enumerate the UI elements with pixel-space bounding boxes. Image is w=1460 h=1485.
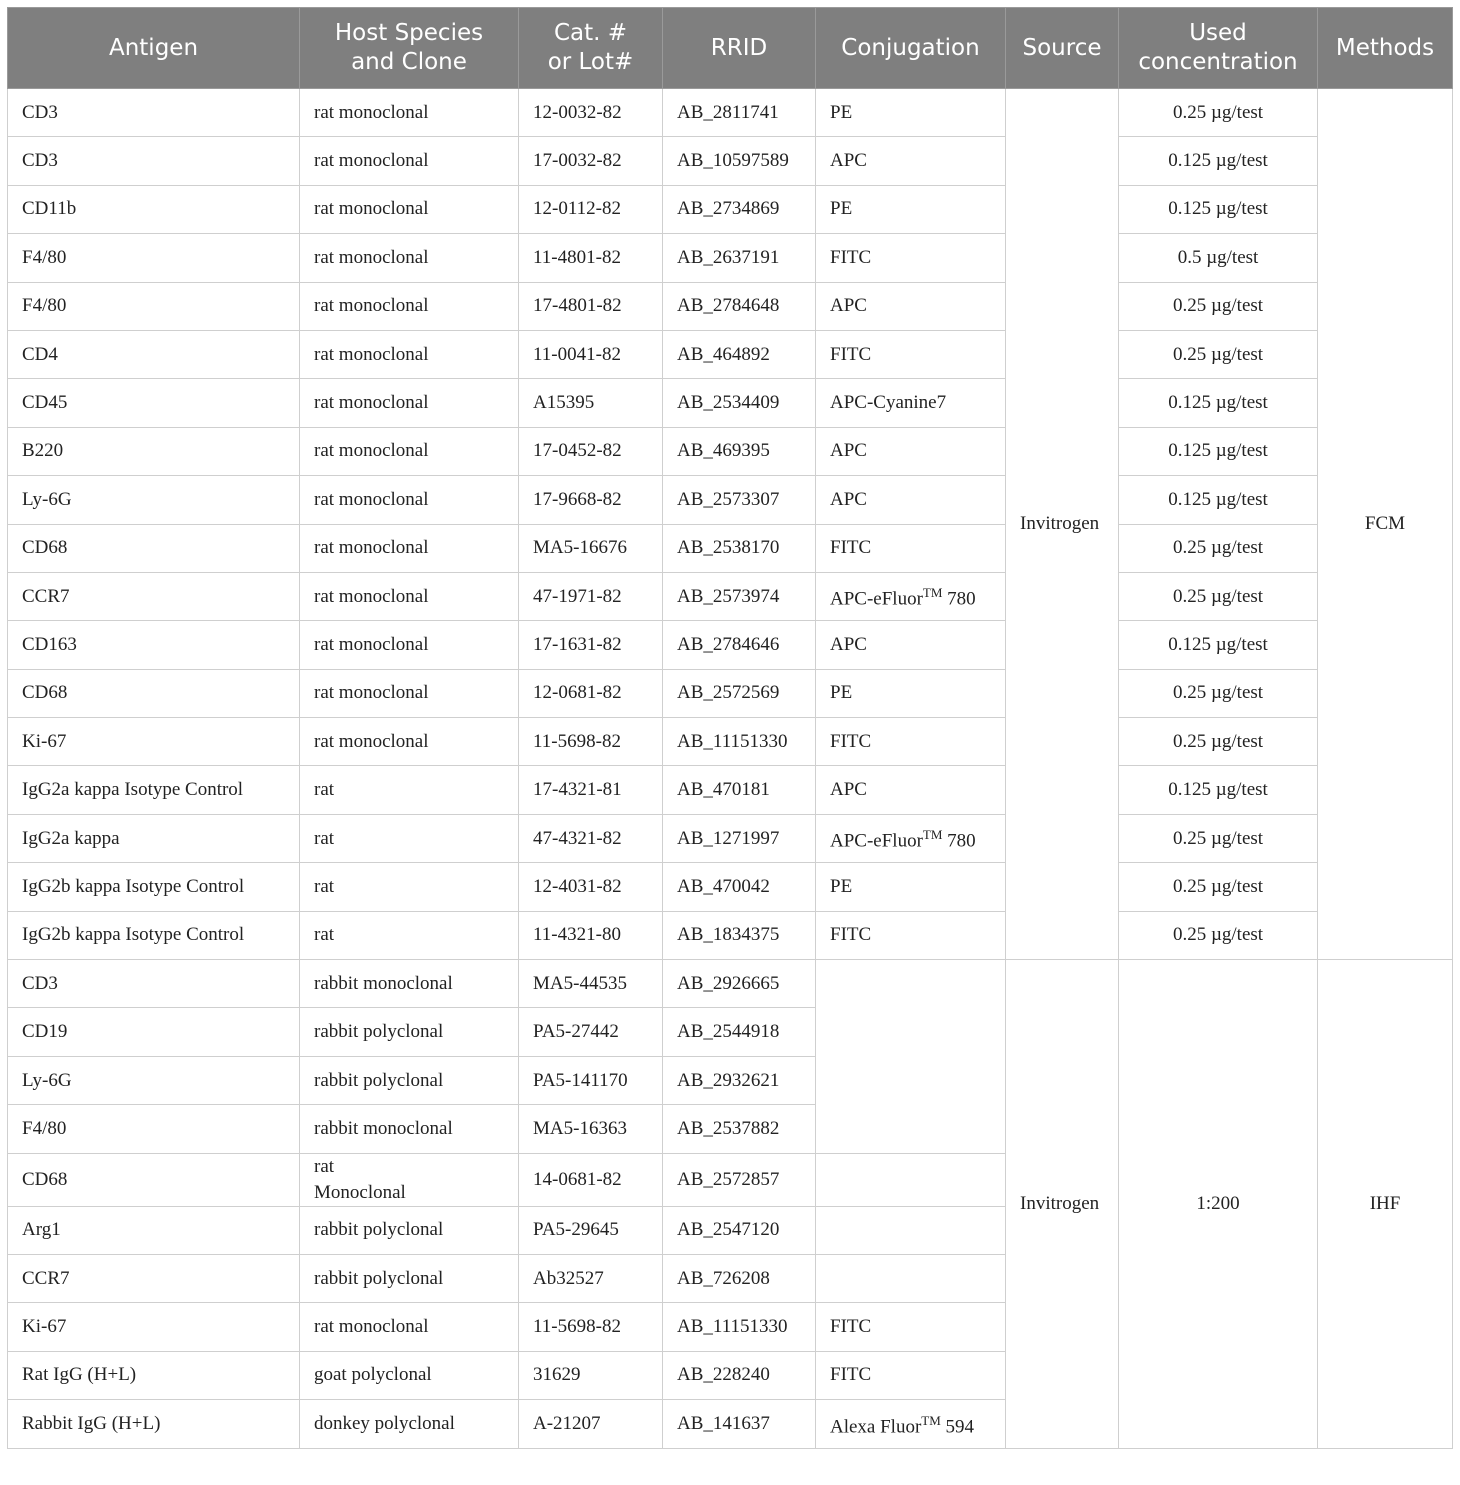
cat-cell: 47-1971-82 <box>519 572 663 620</box>
conjugation-text: FITC <box>830 246 872 268</box>
cat-cell: 12-0032-82 <box>519 89 663 137</box>
antigen-cell: Ki-67 <box>8 1303 300 1351</box>
conjugation-text: FITC <box>830 1316 872 1338</box>
concentration-cell: 0.125 µg/test <box>1119 379 1318 427</box>
concentration-cell: 1:200 <box>1119 960 1318 1449</box>
cat-cell: 17-4801-82 <box>519 282 663 330</box>
rrid-cell: AB_1834375 <box>663 911 816 959</box>
fcm-section <box>8 89 1453 960</box>
conjugation-cell <box>816 718 1006 766</box>
host-cell: rabbit monoclonal <box>300 1105 519 1153</box>
conjugation-cell <box>816 137 1006 185</box>
cat-cell: 11-5698-82 <box>519 718 663 766</box>
concentration-cell: 0.5 µg/test <box>1119 234 1318 282</box>
table-row <box>8 427 1453 475</box>
host-cell: rat monoclonal <box>300 379 519 427</box>
host-cell: rabbit polyclonal <box>300 1206 519 1254</box>
cat-cell: 31629 <box>519 1351 663 1399</box>
header-host-species: Host Species and Clone <box>300 8 519 89</box>
concentration-cell: 0.25 µg/test <box>1119 524 1318 572</box>
source-cell: Invitrogen <box>1006 960 1119 1449</box>
ihf-section <box>8 960 1453 1449</box>
conjugation-cell <box>816 379 1006 427</box>
host-cell: rat monoclonal <box>300 137 519 185</box>
conjugation-empty <box>816 960 1006 1154</box>
conjugation-cell <box>816 89 1006 137</box>
concentration-cell: 0.125 µg/test <box>1119 137 1318 185</box>
table-row <box>8 911 1453 959</box>
header-source: Source <box>1006 8 1119 89</box>
conjugation-suffix: 780 <box>942 830 976 852</box>
rrid-cell: AB_2811741 <box>663 89 816 137</box>
cat-cell: PA5-29645 <box>519 1206 663 1254</box>
concentration-cell: 0.125 µg/test <box>1119 476 1318 524</box>
cat-cell: 17-4321-81 <box>519 766 663 814</box>
host-cell: rat monoclonal <box>300 1303 519 1351</box>
rrid-cell: AB_10597589 <box>663 137 816 185</box>
concentration-cell: 0.25 µg/test <box>1119 911 1318 959</box>
conjugation-cell <box>816 669 1006 717</box>
rrid-cell: AB_2637191 <box>663 234 816 282</box>
conjugation-text: APC <box>830 295 867 317</box>
table-row <box>8 572 1453 620</box>
trademark-sup: TM <box>922 827 943 843</box>
host-cell: rat monoclonal <box>300 282 519 330</box>
method-cell: IHF <box>1318 960 1453 1449</box>
table-row <box>8 234 1453 282</box>
host-cell: rabbit polyclonal <box>300 1056 519 1104</box>
conjugation-text: APC <box>830 440 867 462</box>
rrid-cell: AB_11151330 <box>663 718 816 766</box>
table-row <box>8 863 1453 911</box>
rrid-cell: AB_469395 <box>663 427 816 475</box>
host-cell: rat Monoclonal <box>300 1153 519 1206</box>
host-cell: rat <box>300 911 519 959</box>
antigen-cell: Rat IgG (H+L) <box>8 1351 300 1399</box>
table-row <box>8 185 1453 233</box>
table-row <box>8 524 1453 572</box>
concentration-cell: 0.25 µg/test <box>1119 718 1318 766</box>
trademark-sup: TM <box>921 1412 941 1428</box>
header-concentration: Used concentration <box>1119 8 1318 89</box>
conjugation-text: Alexa Fluor <box>830 1416 922 1438</box>
antigen-cell: CCR7 <box>8 1254 300 1302</box>
concentration-cell: 0.125 µg/test <box>1119 427 1318 475</box>
conjugation-cell <box>816 1153 1006 1206</box>
rrid-cell: AB_470181 <box>663 766 816 814</box>
table-row <box>8 669 1453 717</box>
host-cell: rat monoclonal <box>300 185 519 233</box>
conjugation-text: PE <box>830 875 853 897</box>
source-cell: Invitrogen <box>1006 89 1119 960</box>
host-cell: rabbit polyclonal <box>300 1008 519 1056</box>
host-cell: rat monoclonal <box>300 524 519 572</box>
concentration-cell: 0.125 µg/test <box>1119 621 1318 669</box>
host-cell: rat monoclonal <box>300 234 519 282</box>
conjugation-suffix: 594 <box>940 1416 975 1438</box>
conjugation-cell <box>816 1254 1006 1302</box>
table-row <box>8 89 1453 137</box>
host-cell: rat monoclonal <box>300 718 519 766</box>
conjugation-cell <box>816 524 1006 572</box>
conjugation-cell <box>816 572 1006 620</box>
host-cell: rat monoclonal <box>300 89 519 137</box>
conjugation-cell <box>816 282 1006 330</box>
cat-cell: PA5-27442 <box>519 1008 663 1056</box>
cat-cell: Ab32527 <box>519 1254 663 1302</box>
host-cell: rat monoclonal <box>300 330 519 378</box>
cat-cell: MA5-16363 <box>519 1105 663 1153</box>
concentration-cell: 0.25 µg/test <box>1119 669 1318 717</box>
cat-cell: MA5-44535 <box>519 960 663 1008</box>
conjugation-text: APC-eFluor <box>830 830 923 852</box>
rrid-cell: AB_2534409 <box>663 379 816 427</box>
antigen-cell: IgG2b kappa Isotype Control <box>8 863 300 911</box>
antigen-cell: CD4 <box>8 330 300 378</box>
host-cell: rat monoclonal <box>300 572 519 620</box>
conjugation-cell <box>816 863 1006 911</box>
conjugation-cell <box>816 1351 1006 1399</box>
table-row <box>8 330 1453 378</box>
conjugation-cell <box>816 814 1006 862</box>
cat-cell: 17-9668-82 <box>519 476 663 524</box>
cat-cell: MA5-16676 <box>519 524 663 572</box>
conjugation-cell <box>816 330 1006 378</box>
antigen-cell: CD3 <box>8 89 300 137</box>
header-methods: Methods <box>1318 8 1453 89</box>
cat-cell: 17-0032-82 <box>519 137 663 185</box>
rrid-cell: AB_2926665 <box>663 960 816 1008</box>
conjugation-cell <box>816 1303 1006 1351</box>
host-cell: rat monoclonal <box>300 427 519 475</box>
conjugation-text: FITC <box>830 924 872 946</box>
antigen-cell: CD68 <box>8 524 300 572</box>
concentration-cell: 0.25 µg/test <box>1119 330 1318 378</box>
host-cell: rabbit monoclonal <box>300 960 519 1008</box>
cat-cell: 47-4321-82 <box>519 814 663 862</box>
header-conjugation: Conjugation <box>816 8 1006 89</box>
conjugation-cell <box>816 476 1006 524</box>
concentration-cell: 0.25 µg/test <box>1119 863 1318 911</box>
host-cell: rat monoclonal <box>300 621 519 669</box>
cat-cell: 11-4801-82 <box>519 234 663 282</box>
cat-cell: 11-4321-80 <box>519 911 663 959</box>
cat-cell: 17-1631-82 <box>519 621 663 669</box>
rrid-cell: AB_141637 <box>663 1400 816 1448</box>
method-cell: FCM <box>1318 89 1453 960</box>
conjugation-text: PE <box>830 682 853 704</box>
rrid-cell: AB_726208 <box>663 1254 816 1302</box>
rrid-cell: AB_464892 <box>663 330 816 378</box>
conjugation-text: FITC <box>830 537 872 559</box>
concentration-cell: 0.25 µg/test <box>1119 814 1318 862</box>
antigen-cell: CD3 <box>8 960 300 1008</box>
antigen-cell: Arg1 <box>8 1206 300 1254</box>
rrid-cell: AB_2537882 <box>663 1105 816 1153</box>
concentration-cell: 0.25 µg/test <box>1119 572 1318 620</box>
host-cell: rat <box>300 814 519 862</box>
table-row <box>8 282 1453 330</box>
antigen-cell: CD3 <box>8 137 300 185</box>
conjugation-text: APC <box>830 150 867 172</box>
cat-cell: A15395 <box>519 379 663 427</box>
concentration-cell: 0.25 µg/test <box>1119 89 1318 137</box>
conjugation-cell <box>816 766 1006 814</box>
rrid-cell: AB_1271997 <box>663 814 816 862</box>
table-row <box>8 137 1453 185</box>
conjugation-cell <box>816 911 1006 959</box>
conjugation-text: APC <box>830 488 867 510</box>
table-row <box>8 766 1453 814</box>
conjugation-cell <box>816 234 1006 282</box>
antigen-cell: CD19 <box>8 1008 300 1056</box>
antigen-cell: F4/80 <box>8 282 300 330</box>
rrid-cell: AB_2784648 <box>663 282 816 330</box>
header-antigen: Antigen <box>8 8 300 89</box>
conjugation-text: APC <box>830 779 867 801</box>
table-row <box>8 960 1453 1008</box>
host-cell: donkey polyclonal <box>300 1400 519 1448</box>
antigen-cell: F4/80 <box>8 234 300 282</box>
host-cell: rat <box>300 863 519 911</box>
rrid-cell: AB_2538170 <box>663 524 816 572</box>
antigen-cell: IgG2a kappa Isotype Control <box>8 766 300 814</box>
concentration-cell: 0.25 µg/test <box>1119 282 1318 330</box>
conjugation-text: FITC <box>830 343 872 365</box>
rrid-cell: AB_470042 <box>663 863 816 911</box>
conjugation-cell <box>816 1400 1006 1448</box>
antigen-cell: CD68 <box>8 1153 300 1206</box>
table-row <box>8 476 1453 524</box>
rrid-cell: AB_2572857 <box>663 1153 816 1206</box>
antigen-cell: IgG2a kappa <box>8 814 300 862</box>
cat-cell: A-21207 <box>519 1400 663 1448</box>
rrid-cell: AB_2932621 <box>663 1056 816 1104</box>
conjugation-cell <box>816 427 1006 475</box>
host-cell: rat monoclonal <box>300 476 519 524</box>
conjugation-text: FITC <box>830 730 872 752</box>
cat-cell: 14-0681-82 <box>519 1153 663 1206</box>
cat-cell: 12-0681-82 <box>519 669 663 717</box>
antigen-cell: Rabbit IgG (H+L) <box>8 1400 300 1448</box>
cat-cell: 12-0112-82 <box>519 185 663 233</box>
antigen-cell: Ki-67 <box>8 718 300 766</box>
rrid-cell: AB_2784646 <box>663 621 816 669</box>
rrid-cell: AB_2734869 <box>663 185 816 233</box>
conjugation-cell <box>816 1206 1006 1254</box>
conjugation-text: APC <box>830 633 867 655</box>
cat-cell: PA5-141170 <box>519 1056 663 1104</box>
antigen-cell: IgG2b kappa Isotype Control <box>8 911 300 959</box>
antibody-table <box>7 7 1453 1449</box>
antigen-cell: Ly-6G <box>8 1056 300 1104</box>
table-row <box>8 814 1453 862</box>
conjugation-cell <box>816 185 1006 233</box>
table-row <box>8 621 1453 669</box>
cat-cell: 11-0041-82 <box>519 330 663 378</box>
header-row <box>8 8 1453 89</box>
antigen-cell: CD163 <box>8 621 300 669</box>
antigen-cell: F4/80 <box>8 1105 300 1153</box>
rrid-cell: AB_2572569 <box>663 669 816 717</box>
antigen-cell: CD68 <box>8 669 300 717</box>
header-rrid: RRID <box>663 8 816 89</box>
conjugation-suffix: 780 <box>942 588 976 610</box>
conjugation-text: APC-eFluor <box>830 588 923 610</box>
table-row <box>8 379 1453 427</box>
rrid-cell: AB_2573307 <box>663 476 816 524</box>
conjugation-text: FITC <box>830 1364 872 1386</box>
host-cell: rat <box>300 766 519 814</box>
header-cat-number: Cat. # or Lot# <box>519 8 663 89</box>
conjugation-text: APC-Cyanine7 <box>830 392 947 414</box>
rrid-cell: AB_2544918 <box>663 1008 816 1056</box>
conjugation-cell <box>816 621 1006 669</box>
conjugation-text: PE <box>830 198 853 220</box>
rrid-cell: AB_2573974 <box>663 572 816 620</box>
trademark-sup: TM <box>922 585 943 601</box>
antigen-cell: Ly-6G <box>8 476 300 524</box>
rrid-cell: AB_11151330 <box>663 1303 816 1351</box>
host-cell: goat polyclonal <box>300 1351 519 1399</box>
antigen-cell: CD11b <box>8 185 300 233</box>
conjugation-text: PE <box>830 101 853 123</box>
host-cell: rabbit polyclonal <box>300 1254 519 1302</box>
concentration-cell: 0.125 µg/test <box>1119 185 1318 233</box>
rrid-cell: AB_228240 <box>663 1351 816 1399</box>
cat-cell: 11-5698-82 <box>519 1303 663 1351</box>
antigen-cell: B220 <box>8 427 300 475</box>
concentration-cell: 0.125 µg/test <box>1119 766 1318 814</box>
cat-cell: 12-4031-82 <box>519 863 663 911</box>
antigen-cell: CCR7 <box>8 572 300 620</box>
antigen-cell: CD45 <box>8 379 300 427</box>
rrid-cell: AB_2547120 <box>663 1206 816 1254</box>
table-row <box>8 718 1453 766</box>
host-cell: rat monoclonal <box>300 669 519 717</box>
cat-cell: 17-0452-82 <box>519 427 663 475</box>
